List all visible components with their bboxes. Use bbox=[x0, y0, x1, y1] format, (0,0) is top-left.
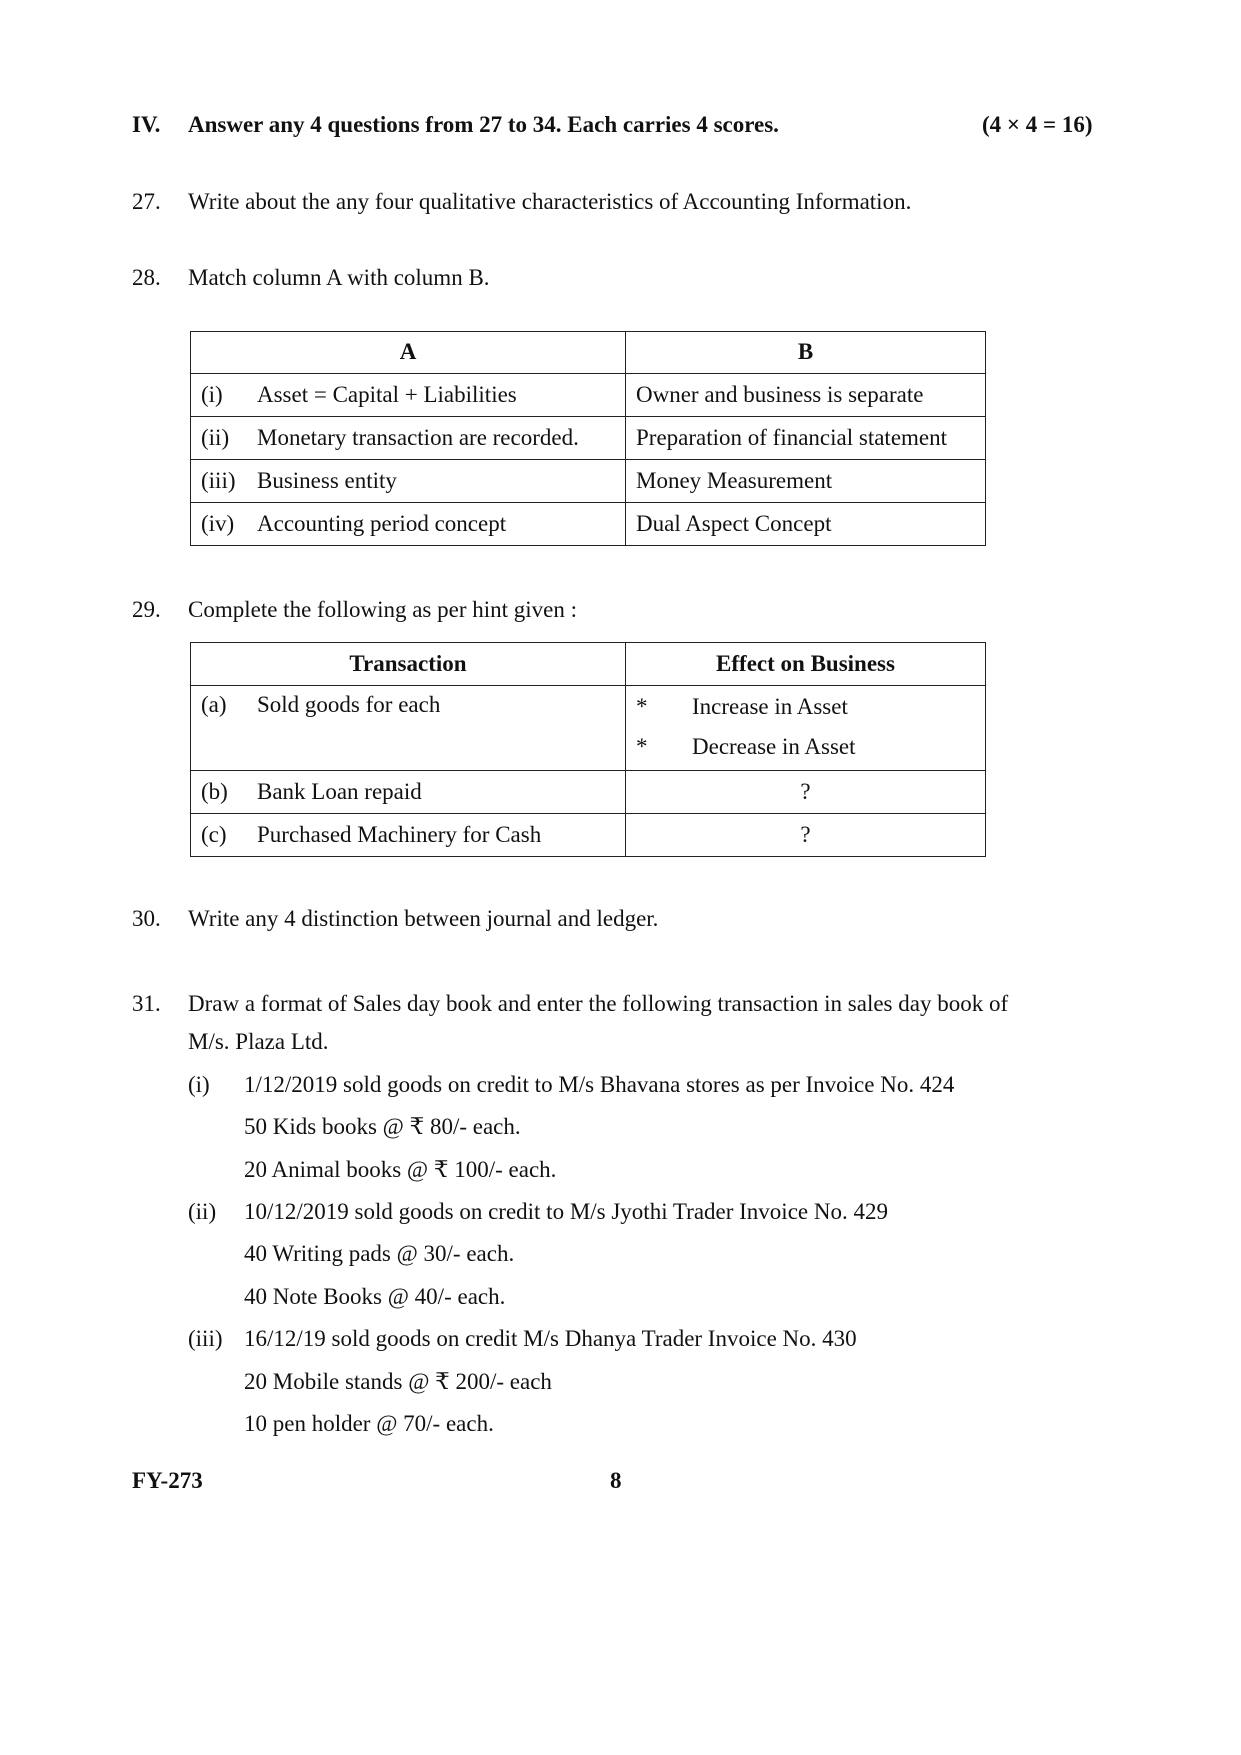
effect-item: Increase in Asset bbox=[692, 694, 848, 719]
q31-line2: M/s. Plaza Ltd. bbox=[188, 1029, 329, 1054]
column-a-cell: Business entity bbox=[257, 467, 397, 493]
q28-text: Match column A with column B. bbox=[188, 265, 490, 290]
item-main: 1/12/2019 sold goods on credit to M/s Bhavana stores as per Invoice No. 424 bbox=[244, 1072, 955, 1097]
item-label: (iii) bbox=[188, 1326, 223, 1351]
q29-number: 29. bbox=[132, 597, 161, 622]
item-sub: 40 Writing pads @ 30/- each. bbox=[244, 1241, 515, 1266]
transaction-cell: Bank Loan repaid bbox=[257, 778, 422, 804]
page-number: 8 bbox=[610, 1468, 622, 1493]
table-row bbox=[191, 771, 986, 814]
table-row bbox=[191, 503, 986, 546]
item-sub: 20 Mobile stands @ ₹ 200/- each bbox=[244, 1369, 552, 1394]
row-label: (b) bbox=[201, 778, 228, 804]
q27-text: Write about the any four qualitative characteristics of Accounting Information. bbox=[188, 189, 912, 214]
q29-text: Complete the following as per hint given : bbox=[188, 597, 578, 622]
item-main: 16/12/19 sold goods on credit M/s Dhanya Trader Invoice No. 430 bbox=[244, 1326, 857, 1351]
column-a-cell: Accounting period concept bbox=[257, 510, 507, 536]
transaction-table bbox=[190, 642, 986, 857]
transaction-header: Transaction bbox=[191, 643, 626, 686]
section-number: IV. bbox=[132, 112, 161, 137]
item-sub: 50 Kids books @ ₹ 80/- each. bbox=[244, 1114, 521, 1139]
bullet-star: * bbox=[636, 734, 648, 759]
bullet-star: * bbox=[636, 694, 648, 719]
q27-number: 27. bbox=[132, 189, 161, 214]
table-row bbox=[191, 374, 986, 417]
effect-header: Effect on Business bbox=[626, 643, 986, 686]
effect-item: Decrease in Asset bbox=[692, 734, 856, 759]
table-row bbox=[191, 814, 986, 857]
item-main: 10/12/2019 sold goods on credit to M/s Jyothi Trader Invoice No. 429 bbox=[244, 1199, 888, 1224]
section-instruction: Answer any 4 questions from 27 to 34. Each carries 4 scores. bbox=[188, 112, 779, 137]
row-label: (c) bbox=[201, 821, 227, 847]
q31-number: 31. bbox=[132, 991, 161, 1016]
match-table bbox=[190, 331, 986, 546]
q30-text: Write any 4 distinction between journal and ledger. bbox=[188, 906, 659, 931]
section-score: (4 × 4 = 16) bbox=[982, 112, 1093, 137]
column-b-cell: Owner and business is separate bbox=[626, 374, 986, 417]
row-label: (iv) bbox=[201, 510, 235, 536]
transaction-cell: Purchased Machinery for Cash bbox=[257, 821, 542, 847]
q28-number: 28. bbox=[132, 265, 161, 290]
effect-cell: ? bbox=[626, 814, 986, 857]
item-label: (ii) bbox=[188, 1199, 217, 1224]
paper-code: FY-273 bbox=[132, 1468, 203, 1493]
row-label: (a) bbox=[201, 692, 227, 717]
item-sub: 10 pen holder @ 70/- each. bbox=[244, 1411, 494, 1436]
item-sub: 20 Animal books @ ₹ 100/- each. bbox=[244, 1157, 557, 1182]
row-label: (i) bbox=[201, 381, 223, 407]
table-row bbox=[191, 686, 986, 771]
item-label: (i) bbox=[188, 1072, 210, 1097]
column-b-cell: Dual Aspect Concept bbox=[626, 503, 986, 546]
q30-number: 30. bbox=[132, 906, 161, 931]
table-row bbox=[191, 460, 986, 503]
transaction-cell: Sold goods for each bbox=[257, 692, 441, 717]
row-label: (iii) bbox=[201, 467, 236, 493]
item-sub: 40 Note Books @ 40/- each. bbox=[244, 1284, 506, 1309]
column-b-cell: Money Measurement bbox=[626, 460, 986, 503]
column-b-cell: Preparation of financial statement bbox=[626, 417, 986, 460]
q31-line1: Draw a format of Sales day book and enter the following transaction in sales day book of bbox=[188, 991, 1009, 1016]
match-header-a: A bbox=[191, 332, 626, 374]
column-a-cell: Asset = Capital + Liabilities bbox=[257, 381, 517, 407]
effect-cell: ? bbox=[626, 771, 986, 814]
match-header-b: B bbox=[626, 332, 986, 374]
row-label: (ii) bbox=[201, 424, 230, 450]
table-row bbox=[191, 417, 986, 460]
column-a-cell: Monetary transaction are recorded. bbox=[257, 424, 579, 450]
